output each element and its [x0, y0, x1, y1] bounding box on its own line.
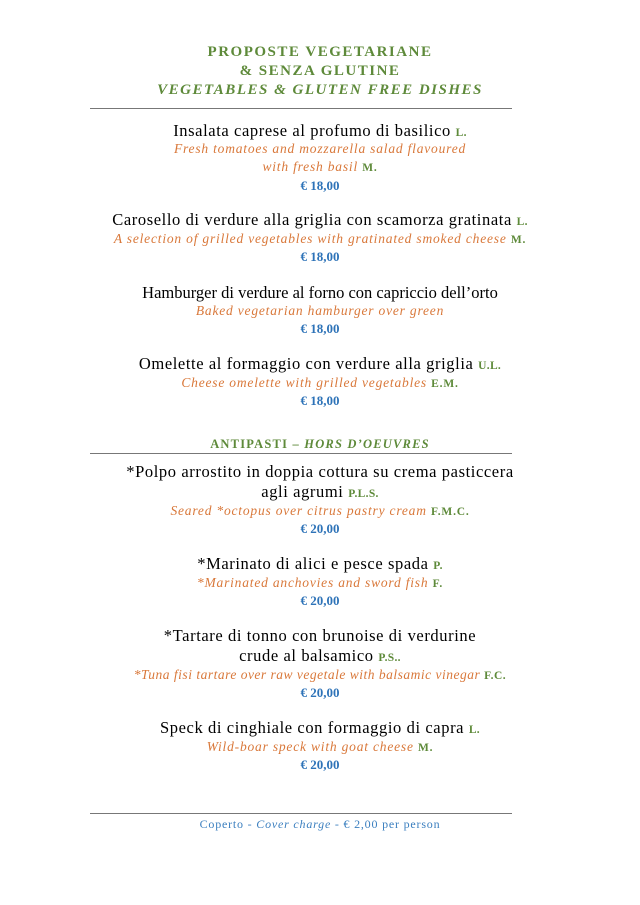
section-title-antipasti: ANTIPASTI – HORS D’OEUVRES: [210, 437, 430, 451]
dish-name-it: Insalata caprese al profumo di basilico L.: [173, 121, 467, 140]
dish-name-it: agli agrumi P.L.S.: [261, 482, 379, 501]
dish-price: € 20,00: [300, 593, 340, 608]
dish-name-en: *Marinated anchovies and sword fish F.: [196, 575, 444, 590]
dish-name-it: *Polpo arrostito in doppia cottura su crema pasticcera: [126, 462, 514, 481]
dish-name-it: Speck di cinghiale con formaggio di capra L.: [160, 718, 480, 737]
allergen-code: L.: [455, 127, 467, 139]
allergen-code: P.: [433, 560, 443, 572]
dish-price: € 20,00: [300, 757, 340, 772]
dish-name-it: Hamburger di verdure al forno con capriccio dell’orto: [142, 283, 498, 302]
cover-charge-note: Coperto - Cover charge - € 2,00 per person: [199, 817, 441, 831]
divider-footer: [90, 813, 512, 814]
dish-price: € 20,00: [300, 685, 340, 700]
allergen-code: M.: [510, 234, 527, 246]
allergen-code: L.: [516, 216, 528, 228]
divider-antipasti: [90, 453, 512, 454]
dish-price: € 18,00: [300, 178, 340, 193]
allergen-code: U.L.: [478, 360, 502, 372]
allergen-code: F.C.: [484, 670, 507, 682]
allergen-code: M.: [362, 162, 378, 174]
dish-name-it: *Tartare di tonno con brunoise di verdurine: [163, 626, 477, 645]
dish-name-en: Wild-boar speck with goat cheese M.: [206, 739, 434, 754]
header-title-it: PROPOSTE VEGETARIANE: [207, 44, 433, 60]
dish-name-en: Cheese omelette with grilled vegetables E.M.: [181, 375, 459, 390]
divider-top: [90, 108, 512, 109]
dish-price: € 18,00: [300, 321, 340, 336]
allergen-code: E.M.: [431, 378, 459, 390]
dish-name-it: Omelette al formaggio con verdure alla griglia U.L.: [138, 354, 502, 373]
dish-name-en: with fresh basil M.: [262, 159, 378, 174]
allergen-code: P.S..: [378, 652, 401, 664]
dish-name-it: Carosello di verdure alla griglia con scamorza gratinata L.: [112, 210, 528, 229]
dish-name-en: Seared *octopus over citrus pastry cream F.M.C.: [170, 503, 470, 518]
dish-price: € 20,00: [300, 521, 340, 536]
allergen-code: L.: [468, 724, 480, 736]
header-title-en: VEGETABLES & GLUTEN FREE DISHES: [157, 82, 483, 98]
allergen-code: F.: [432, 578, 444, 590]
dish-price: € 18,00: [300, 393, 340, 408]
dish-name-it: crude al balsamico P.S..: [239, 646, 401, 665]
dish-price: € 18,00: [300, 249, 340, 264]
allergen-code: M.: [417, 742, 434, 754]
dish-name-en: Baked vegetarian hamburger over green: [195, 303, 445, 318]
allergen-code: P.L.S.: [348, 488, 379, 500]
header-subtitle-it: & SENZA GLUTINE: [239, 63, 401, 79]
dish-name-en: Fresh tomatoes and mozzarella salad flavoured: [173, 141, 467, 156]
dish-name-it: *Marinato di alici e pesce spada P.: [197, 554, 443, 573]
allergen-code: F.M.C.: [430, 506, 470, 518]
dish-name-en: A selection of grilled vegetables with gratinated smoked cheese M.: [113, 231, 527, 246]
dish-name-en: *Tuna fisi tartare over raw vegetale with balsamic vinegar F.C.: [133, 667, 507, 682]
